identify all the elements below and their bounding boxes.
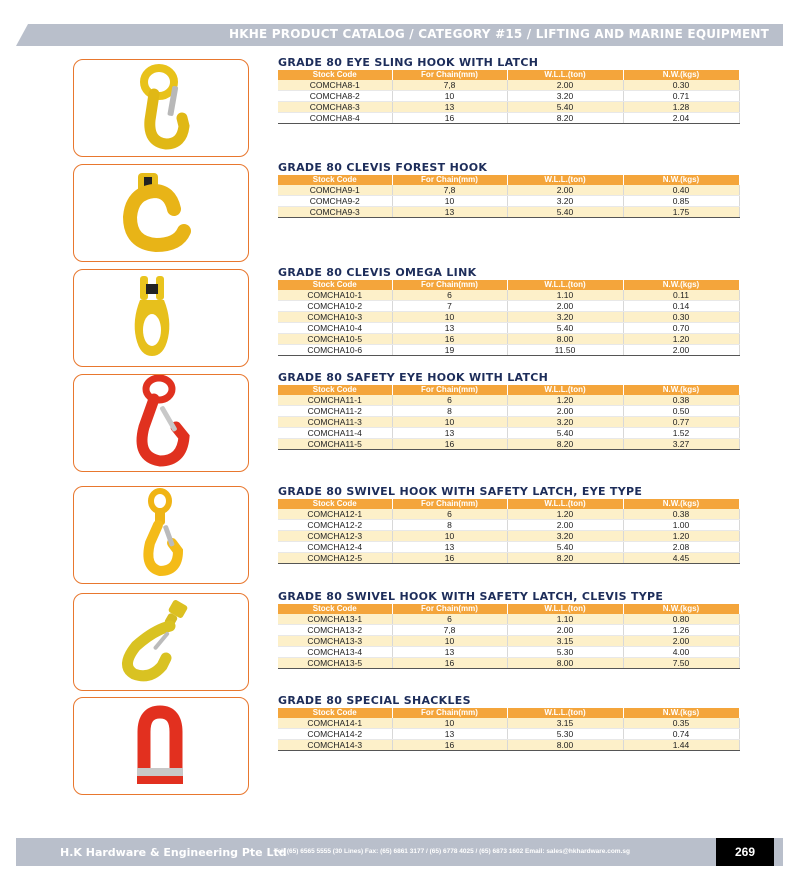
yellow-clevis-forest-hook-icon — [74, 165, 249, 262]
table-cell: 4.00 — [623, 647, 739, 658]
table-cell: 1.44 — [623, 740, 739, 751]
table-cell: COMCHA9-1 — [278, 185, 392, 196]
table-row — [278, 207, 739, 218]
table-header-row — [278, 385, 739, 395]
column-header: Stock Code — [278, 175, 392, 185]
yellow-eye-sling-hook-icon — [74, 60, 249, 157]
table-cell: COMCHA12-2 — [278, 520, 392, 531]
table-cell: 13 — [392, 323, 507, 334]
table-cell: 1.28 — [623, 102, 739, 113]
table-row — [278, 113, 739, 124]
table-cell: 5.40 — [507, 428, 623, 439]
table-cell: COMCHA10-6 — [278, 345, 392, 356]
table-cell: 4.45 — [623, 553, 739, 564]
column-header: N.W.(kgs) — [623, 280, 739, 290]
spec-table-clevis-forest-hook — [278, 175, 740, 218]
table-cell: 5.40 — [507, 323, 623, 334]
table-cell: 1.20 — [507, 395, 623, 406]
spec-table-clevis-omega-link — [278, 280, 740, 356]
table-cell: COMCHA11-5 — [278, 439, 392, 450]
table-header-row — [278, 708, 739, 718]
column-header: Stock Code — [278, 708, 392, 718]
product-image-special-shackle — [73, 697, 249, 795]
table-row — [278, 323, 739, 334]
table-cell: 2.04 — [623, 113, 739, 124]
table-cell: 2.00 — [507, 301, 623, 312]
table-row — [278, 647, 739, 658]
table-header-row — [278, 70, 739, 80]
table-cell: COMCHA14-3 — [278, 740, 392, 751]
table-cell: 3.20 — [507, 417, 623, 428]
table-row — [278, 102, 739, 113]
table-cell: COMCHA11-4 — [278, 428, 392, 439]
product-image-clevis-forest-hook — [73, 164, 249, 262]
table-cell: COMCHA10-2 — [278, 301, 392, 312]
table-cell: 2.00 — [623, 345, 739, 356]
table-cell: 8.00 — [507, 740, 623, 751]
section-title-clevis-forest-hook: GRADE 80 CLEVIS FOREST HOOK — [278, 161, 488, 174]
table-cell: COMCHA9-3 — [278, 207, 392, 218]
table-cell: 6 — [392, 290, 507, 301]
product-image-safety-eye-hook — [73, 374, 249, 472]
spec-table-special-shackles — [278, 708, 740, 751]
table-row — [278, 395, 739, 406]
table-cell: COMCHA11-2 — [278, 406, 392, 417]
column-header: For Chain(mm) — [392, 708, 507, 718]
table-cell: COMCHA11-1 — [278, 395, 392, 406]
table-cell: 10 — [392, 196, 507, 207]
table-cell: 0.50 — [623, 406, 739, 417]
table-header-row — [278, 604, 739, 614]
table-cell: 0.30 — [623, 80, 739, 91]
table-cell: 1.20 — [623, 531, 739, 542]
table-header-row — [278, 175, 739, 185]
table-cell: 1.26 — [623, 625, 739, 636]
catalog-footer — [16, 838, 783, 866]
table-cell: 1.20 — [623, 334, 739, 345]
table-cell: COMCHA14-2 — [278, 729, 392, 740]
table-row — [278, 718, 739, 729]
table-row — [278, 636, 739, 647]
table-cell: COMCHA12-1 — [278, 509, 392, 520]
column-header: Stock Code — [278, 499, 392, 509]
table-cell: COMCHA13-3 — [278, 636, 392, 647]
table-cell: 0.38 — [623, 509, 739, 520]
table-row — [278, 417, 739, 428]
table-cell: COMCHA11-3 — [278, 417, 392, 428]
table-cell: 3.15 — [507, 636, 623, 647]
column-header: N.W.(kgs) — [623, 385, 739, 395]
table-cell: 10 — [392, 718, 507, 729]
section-title-eye-sling-hook: GRADE 80 EYE SLING HOOK WITH LATCH — [278, 56, 539, 69]
column-header: Stock Code — [278, 385, 392, 395]
table-cell: 5.30 — [507, 729, 623, 740]
column-header: Stock Code — [278, 70, 392, 80]
table-cell: 7,8 — [392, 625, 507, 636]
column-header: Stock Code — [278, 604, 392, 614]
table-cell: COMCHA13-2 — [278, 625, 392, 636]
table-row — [278, 729, 739, 740]
table-cell: 3.20 — [507, 91, 623, 102]
table-cell: 16 — [392, 439, 507, 450]
table-row — [278, 553, 739, 564]
table-cell: 2.00 — [623, 636, 739, 647]
table-cell: 7 — [392, 301, 507, 312]
table-cell: COMCHA10-1 — [278, 290, 392, 301]
column-header: W.L.L.(ton) — [507, 175, 623, 185]
column-header: For Chain(mm) — [392, 280, 507, 290]
table-cell: 16 — [392, 334, 507, 345]
footer-company-name: H.K Hardware & Engineering Pte Ltd — [60, 846, 287, 859]
table-cell: COMCHA8-4 — [278, 113, 392, 124]
red-safety-eye-hook-icon — [74, 375, 249, 472]
table-cell: 5.40 — [507, 542, 623, 553]
column-header: For Chain(mm) — [392, 70, 507, 80]
table-cell: 0.14 — [623, 301, 739, 312]
table-cell: 7,8 — [392, 80, 507, 91]
table-cell: 1.52 — [623, 428, 739, 439]
table-row — [278, 312, 739, 323]
yellow-swivel-eye-hook-icon — [74, 487, 249, 584]
table-row — [278, 91, 739, 102]
column-header: For Chain(mm) — [392, 385, 507, 395]
section-title-safety-eye-hook: GRADE 80 SAFETY EYE HOOK WITH LATCH — [278, 371, 549, 384]
table-cell: 3.20 — [507, 312, 623, 323]
table-cell: COMCHA13-1 — [278, 614, 392, 625]
table-cell: 0.74 — [623, 729, 739, 740]
table-cell: 10 — [392, 636, 507, 647]
table-cell: 13 — [392, 542, 507, 553]
red-special-shackle-icon — [74, 698, 249, 795]
page-number: 269 — [716, 838, 774, 866]
table-cell: COMCHA13-4 — [278, 647, 392, 658]
table-row — [278, 345, 739, 356]
table-cell: COMCHA10-5 — [278, 334, 392, 345]
table-cell: 19 — [392, 345, 507, 356]
table-row — [278, 290, 739, 301]
table-row — [278, 625, 739, 636]
table-cell: 2.08 — [623, 542, 739, 553]
table-cell: 1.00 — [623, 520, 739, 531]
table-row — [278, 406, 739, 417]
table-cell: 8 — [392, 406, 507, 417]
section-title-swivel-eye-hook: GRADE 80 SWIVEL HOOK WITH SAFETY LATCH, EYE TYPE — [278, 485, 643, 498]
table-cell: 7.50 — [623, 658, 739, 669]
spec-table-eye-sling-hook — [278, 70, 740, 124]
catalog-header — [16, 24, 783, 46]
header-notch — [16, 24, 28, 46]
table-cell: COMCHA8-3 — [278, 102, 392, 113]
table-cell: COMCHA10-4 — [278, 323, 392, 334]
table-cell: 16 — [392, 553, 507, 564]
table-header-row — [278, 499, 739, 509]
table-cell: COMCHA14-1 — [278, 718, 392, 729]
table-cell: 5.40 — [507, 102, 623, 113]
column-header: W.L.L.(ton) — [507, 385, 623, 395]
table-cell: 10 — [392, 91, 507, 102]
section-title-special-shackles: GRADE 80 SPECIAL SHACKLES — [278, 694, 471, 707]
table-cell: 8.00 — [507, 658, 623, 669]
table-cell: 10 — [392, 417, 507, 428]
column-header: Stock Code — [278, 280, 392, 290]
table-cell: COMCHA8-2 — [278, 91, 392, 102]
table-row — [278, 80, 739, 91]
table-cell: COMCHA12-5 — [278, 553, 392, 564]
table-header-row — [278, 280, 739, 290]
table-cell: 16 — [392, 658, 507, 669]
section-title-clevis-omega-link: GRADE 80 CLEVIS OMEGA LINK — [278, 266, 477, 279]
table-cell: 3.20 — [507, 196, 623, 207]
table-cell: COMCHA12-3 — [278, 531, 392, 542]
table-row — [278, 509, 739, 520]
column-header: For Chain(mm) — [392, 499, 507, 509]
table-row — [278, 301, 739, 312]
table-cell: COMCHA10-3 — [278, 312, 392, 323]
table-row — [278, 428, 739, 439]
table-cell: 3.27 — [623, 439, 739, 450]
table-cell: 11.50 — [507, 345, 623, 356]
table-cell: 13 — [392, 729, 507, 740]
yellow-clevis-omega-link-icon — [74, 270, 249, 367]
table-row — [278, 185, 739, 196]
column-header: W.L.L.(ton) — [507, 280, 623, 290]
table-cell: 8 — [392, 520, 507, 531]
table-cell: 13 — [392, 102, 507, 113]
table-cell: 0.77 — [623, 417, 739, 428]
table-cell: 6 — [392, 509, 507, 520]
table-cell: 2.00 — [507, 625, 623, 636]
table-cell: 2.00 — [507, 185, 623, 196]
table-cell: 0.80 — [623, 614, 739, 625]
column-header: N.W.(kgs) — [623, 175, 739, 185]
column-header: W.L.L.(ton) — [507, 604, 623, 614]
table-cell: 6 — [392, 614, 507, 625]
spec-table-safety-eye-hook — [278, 385, 740, 450]
table-cell: 0.71 — [623, 91, 739, 102]
table-cell: 13 — [392, 647, 507, 658]
table-cell: 7,8 — [392, 185, 507, 196]
table-cell: 8.20 — [507, 553, 623, 564]
table-cell: 0.35 — [623, 718, 739, 729]
table-row — [278, 334, 739, 345]
table-cell: 10 — [392, 531, 507, 542]
table-cell: COMCHA9-2 — [278, 196, 392, 207]
table-cell: 10 — [392, 312, 507, 323]
table-row — [278, 439, 739, 450]
table-cell: 13 — [392, 428, 507, 439]
yellow-swivel-clevis-hook-icon — [74, 594, 249, 691]
table-cell: 2.00 — [507, 520, 623, 531]
table-cell: 1.20 — [507, 509, 623, 520]
product-image-eye-sling-hook — [73, 59, 249, 157]
product-image-clevis-omega-link — [73, 269, 249, 367]
table-cell: COMCHA12-4 — [278, 542, 392, 553]
table-cell: 0.70 — [623, 323, 739, 334]
table-row — [278, 520, 739, 531]
table-cell: 8.20 — [507, 113, 623, 124]
spec-table-swivel-clevis-hook — [278, 604, 740, 669]
table-row — [278, 531, 739, 542]
column-header: N.W.(kgs) — [623, 499, 739, 509]
table-cell: 8.00 — [507, 334, 623, 345]
table-cell: 1.75 — [623, 207, 739, 218]
table-cell: 1.10 — [507, 290, 623, 301]
table-row — [278, 740, 739, 751]
table-cell: 0.40 — [623, 185, 739, 196]
table-row — [278, 542, 739, 553]
table-cell: 6 — [392, 395, 507, 406]
column-header: N.W.(kgs) — [623, 708, 739, 718]
table-cell: 8.20 — [507, 439, 623, 450]
product-image-swivel-clevis-hook — [73, 593, 249, 691]
table-cell: COMCHA8-1 — [278, 80, 392, 91]
column-header: N.W.(kgs) — [623, 604, 739, 614]
table-cell: COMCHA13-5 — [278, 658, 392, 669]
table-cell: 5.30 — [507, 647, 623, 658]
column-header: For Chain(mm) — [392, 175, 507, 185]
table-cell: 0.85 — [623, 196, 739, 207]
table-cell: 3.20 — [507, 531, 623, 542]
table-cell: 0.11 — [623, 290, 739, 301]
table-cell: 0.30 — [623, 312, 739, 323]
column-header: W.L.L.(ton) — [507, 499, 623, 509]
footer-contact-info: Tel: (65) 6565 5555 (30 Lines) Fax: (65) 6861 3177 / (65) 6778 4025 / (65) 6873 1602 Email: sales@hkhardware.com.sg — [274, 848, 630, 855]
table-cell: 2.00 — [507, 406, 623, 417]
table-cell: 3.15 — [507, 718, 623, 729]
column-header: N.W.(kgs) — [623, 70, 739, 80]
product-image-swivel-eye-hook — [73, 486, 249, 584]
column-header: For Chain(mm) — [392, 604, 507, 614]
table-cell: 0.38 — [623, 395, 739, 406]
catalog-title: HKHE PRODUCT CATALOG / CATEGORY #15 / LIFTING AND MARINE EQUIPMENT — [229, 27, 769, 41]
table-row — [278, 196, 739, 207]
table-cell: 5.40 — [507, 207, 623, 218]
table-cell: 16 — [392, 113, 507, 124]
table-row — [278, 614, 739, 625]
table-cell: 16 — [392, 740, 507, 751]
table-row — [278, 658, 739, 669]
section-title-swivel-clevis-hook: GRADE 80 SWIVEL HOOK WITH SAFETY LATCH, CLEVIS TYPE — [278, 590, 664, 603]
table-cell: 13 — [392, 207, 507, 218]
table-cell: 1.10 — [507, 614, 623, 625]
column-header: W.L.L.(ton) — [507, 70, 623, 80]
column-header: W.L.L.(ton) — [507, 708, 623, 718]
table-cell: 2.00 — [507, 80, 623, 91]
spec-table-swivel-eye-hook — [278, 499, 740, 564]
